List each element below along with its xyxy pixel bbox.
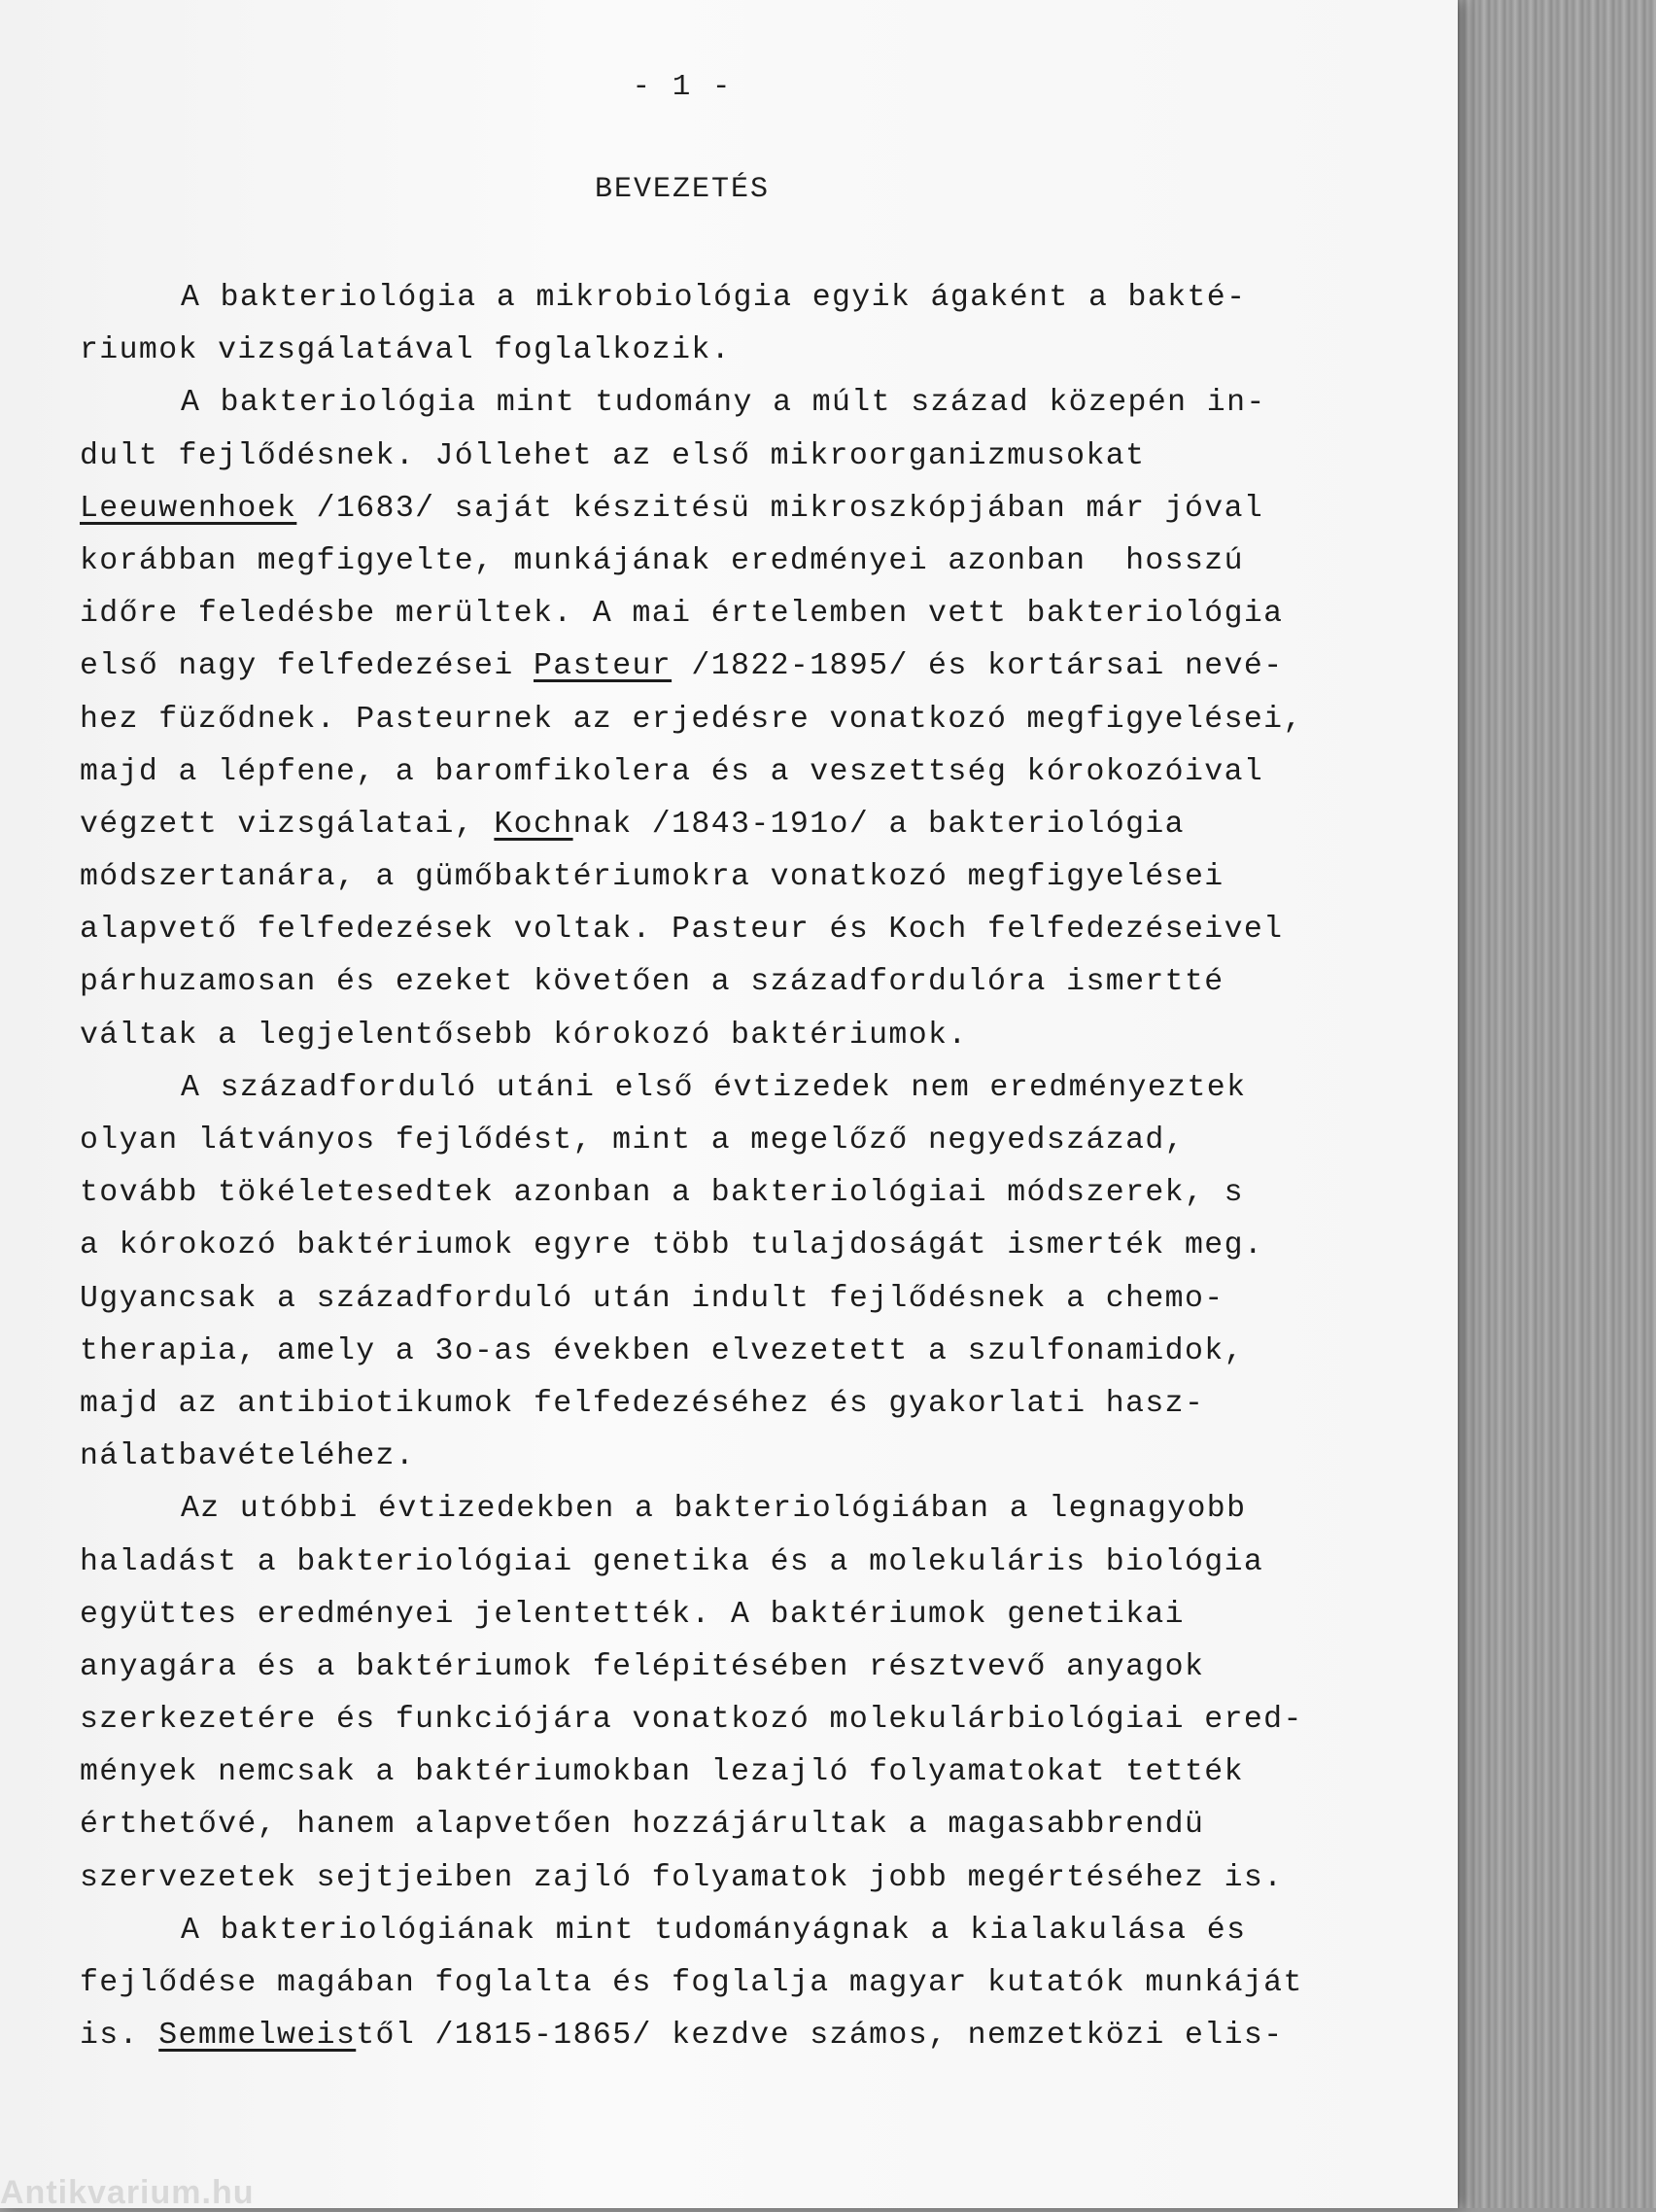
line-text: alapvető felfedezések voltak. Pasteur és Koch felfedezéseivel [80, 913, 1284, 948]
body-text [80, 272, 1382, 2062]
text-line [80, 1957, 1382, 2010]
text-line [80, 1115, 1382, 1167]
line-text: Ugyancsak a századforduló után indult fejlődésnek a chemo- [80, 1281, 1225, 1316]
line-text: érthetővé, hanem alapvetően hozzájárultak a magasabbrendü [80, 1808, 1205, 1843]
line-text: haladást a bakteriológiai genetika és a molekuláris biológia [80, 1544, 1264, 1579]
line-text: riumok vizsgálatával foglalkozik. [80, 333, 732, 368]
line-text: szerkezetére és funkciójára vonatkozó molekulárbiológiai ered- [80, 1703, 1303, 1738]
line-text: együttes eredményei jelentették. A baktériumok genetikai [80, 1597, 1185, 1632]
text-line [80, 1852, 1382, 1905]
text-line [80, 1010, 1382, 1062]
line-text: nak /1843-191o/ a bakteriológia [572, 807, 1185, 842]
text-line [80, 1273, 1382, 1326]
line-text: korábban megfigyelte, munkájának eredményei azonban hosszú [80, 543, 1244, 578]
text-line [80, 746, 1382, 799]
underlined-name: Semmelweis [158, 2019, 357, 2054]
text-line [80, 694, 1382, 746]
line-text: hez füződnek. Pasteurnek az erjedésre vonatkozó megfigyelései, [80, 702, 1303, 737]
text-line [80, 483, 1382, 536]
line-text: A bakteriológia a mikrobiológia egyik ágaként a bakté- [181, 281, 1247, 315]
background-surface [1442, 0, 1656, 2208]
text-line [80, 588, 1382, 640]
text-line [80, 904, 1382, 956]
text-line [80, 431, 1382, 483]
line-text: majd a lépfene, a baromfikolera és a veszettség kórokozóival [80, 754, 1264, 789]
text-line [80, 272, 1382, 325]
text-line [80, 377, 1382, 430]
line-text: végzett vizsgálatai, [80, 807, 495, 842]
line-text: Az utóbbi évtizedekben a bakteriológiában a legnagyobb [181, 1492, 1247, 1527]
line-text: A századforduló utáni első évtizedek nem eredményeztek [181, 1070, 1247, 1105]
text-line [80, 1378, 1382, 1431]
line-text: A bakteriológia mint tudomány a múlt század közepén in- [181, 386, 1266, 421]
line-text: olyan látványos fejlődést, mint a megelőző negyedszázad, [80, 1123, 1185, 1158]
text-line [80, 1905, 1382, 1957]
line-text: mények nemcsak a baktériumokban lezajló folyamatokat tették [80, 1755, 1244, 1790]
text-line [80, 1167, 1382, 1220]
underlined-name: Koch [494, 807, 573, 842]
line-text: is. [80, 2019, 159, 2054]
text-line [80, 1326, 1382, 1378]
underlined-name: Pasteur [533, 649, 673, 684]
text-line [80, 1694, 1382, 1746]
text-line [80, 640, 1382, 693]
line-text: től /1815-1865/ kezdve számos, nemzetközi elis- [356, 2019, 1284, 2054]
line-text: párhuzamosan és ezeket követően a századfordulóra ismertté [80, 965, 1225, 1000]
text-line [80, 1220, 1382, 1272]
line-text: módszertanára, a gümőbaktériumokra vonatkozó megfigyelései [80, 860, 1225, 895]
text-line [80, 1746, 1382, 1799]
text-line [80, 1062, 1382, 1115]
text-line [80, 851, 1382, 904]
line-text: /1683/ saját készitésü mikroszkópjában már jóval [296, 491, 1264, 526]
text-line [80, 1589, 1382, 1642]
line-text: első nagy felfedezései [80, 649, 534, 684]
watermark: Antikvarium.hu [0, 2174, 255, 2211]
text-line [80, 799, 1382, 851]
line-text: nálatbavételéhez. [80, 1439, 416, 1474]
line-text: /1822-1895/ és kortársai nevé- [672, 649, 1284, 684]
text-line [80, 1483, 1382, 1536]
text-line [80, 325, 1382, 377]
line-text: therapia, amely a 3o-as években elvezetett a szulfonamidok, [80, 1333, 1244, 1368]
text-line [80, 1431, 1382, 1483]
section-heading: BEVEZETÉS [594, 173, 771, 206]
line-text: A bakteriológiának mint tudományágnak a kialakulása és [181, 1913, 1247, 1948]
text-line [80, 1642, 1382, 1694]
line-text: szervezetek sejtjeiben zajló folyamatok jobb megértéséhez is. [80, 1860, 1284, 1895]
line-text: időre feledésbe merültek. A mai értelemben vett bakteriológia [80, 597, 1284, 632]
text-line [80, 1799, 1382, 1851]
line-text: fejlődése magában foglalta és foglalja magyar kutatók munkáját [80, 1966, 1303, 2000]
line-text: anyagára és a baktériumok felépitésében résztvevő anyagok [80, 1649, 1205, 1684]
text-line [80, 1537, 1382, 1589]
line-text: váltak a legjelentősebb kórokozó baktériumok. [80, 1018, 968, 1053]
text-line [80, 956, 1382, 1009]
line-text: majd az antibiotikumok felfedezéséhez és gyakorlati hasz- [80, 1386, 1205, 1421]
text-line [80, 2010, 1382, 2062]
line-text: a kórokozó baktériumok egyre több tulajdoságát ismerték meg. [80, 1228, 1264, 1263]
page-number: - 1 - [632, 70, 733, 104]
line-text: dult fejlődésnek. Jóllehet az első mikroorganizmusokat [80, 438, 1146, 473]
underlined-name: Leeuwenhoek [80, 491, 297, 526]
text-line [80, 536, 1382, 588]
line-text: tovább tökéletesedtek azonban a bakteriológiai módszerek, s [80, 1176, 1244, 1211]
